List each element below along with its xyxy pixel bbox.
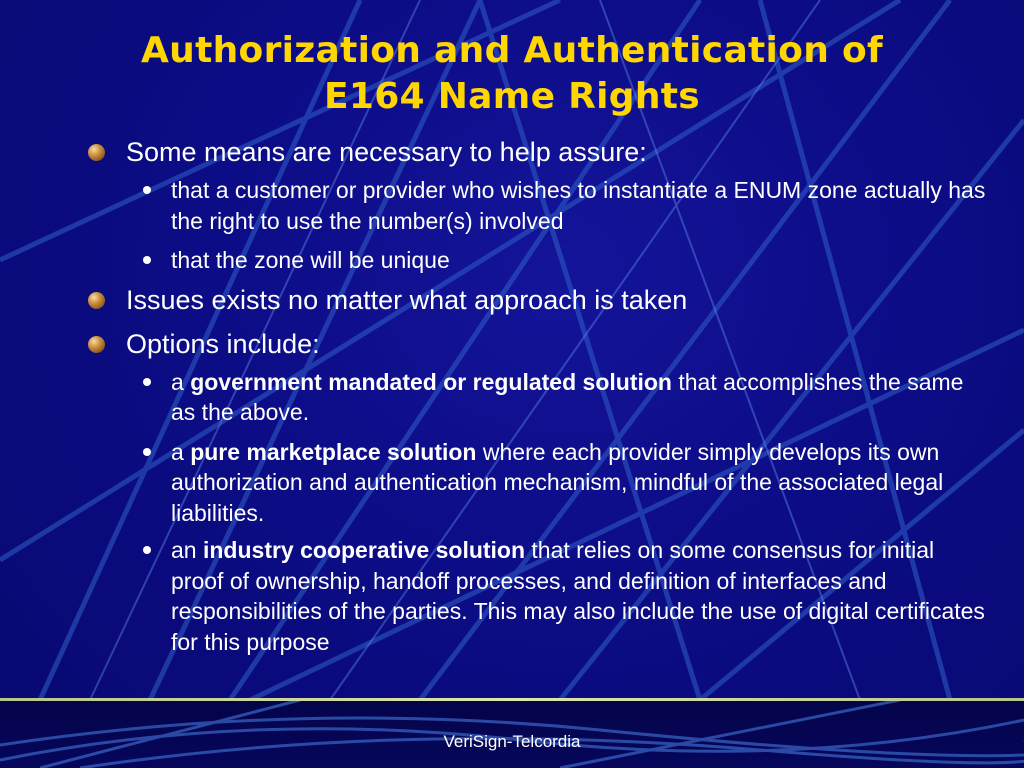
footer-text: VeriSign-Telcordia xyxy=(443,732,581,751)
sub-1-prefix: a xyxy=(171,368,184,395)
dot-bullet-icon xyxy=(143,256,151,264)
title-line-1: Authorization and Authentication of xyxy=(141,30,883,71)
sub-3-suffix: that relies on some consensus for initial proof of ownership, handoff processes, and definition of interfaces and responsibilities of the parties. This may also include the use of digital certificates for this purpose xyxy=(171,537,985,655)
bullet-3-sub-1 xyxy=(88,367,988,428)
dot-bullet-icon xyxy=(143,546,151,554)
sub-1-emphasis: government mandated or regulated solution xyxy=(190,368,672,395)
dot-bullet-icon xyxy=(143,186,151,194)
sub-2-prefix: a xyxy=(171,438,184,465)
bullet-3-sub-2 xyxy=(88,437,988,529)
bullet-3 xyxy=(88,328,988,360)
footer-rule xyxy=(0,698,1024,701)
bullet-1-sub-1-text: that a customer or provider who wishes to instantiate a ENUM zone actually has the right to use the number(s) involved xyxy=(171,177,986,234)
bullet-1 xyxy=(88,136,988,168)
sub-3-emphasis: industry cooperative solution xyxy=(202,537,526,563)
sphere-bullet-icon xyxy=(88,336,105,353)
sub-2-emphasis: pure marketplace solution xyxy=(190,438,477,465)
sub-1-suffix: that accomplishes the same as the above. xyxy=(171,368,964,425)
dot-bullet-icon xyxy=(143,378,151,386)
title-line-2: E164 Name Rights xyxy=(323,76,701,117)
dot-bullet-icon xyxy=(143,448,151,456)
sub-2-suffix: where each provider simply develops its own authorization and authentication mechanism, mindful of the associated legal liabilities. xyxy=(171,438,944,526)
bullet-1-text: Some means are necessary to help assure: xyxy=(126,137,647,167)
bullet-2 xyxy=(88,284,988,316)
bullet-3-text: Options include: xyxy=(126,328,320,359)
sphere-bullet-icon xyxy=(88,144,105,161)
bullet-1-sub-2-text: that the zone will be unique xyxy=(171,247,450,273)
slide-body xyxy=(88,136,988,657)
bullet-3-sub-3 xyxy=(88,535,988,657)
sphere-bullet-icon xyxy=(88,292,105,309)
bullet-1-sub-1 xyxy=(88,175,988,236)
sub-3-prefix: an xyxy=(171,537,197,563)
bullet-1-sub-2 xyxy=(88,245,988,276)
bullet-2-text: Issues exists no matter what approach is taken xyxy=(126,284,688,315)
slide-title xyxy=(40,28,984,120)
